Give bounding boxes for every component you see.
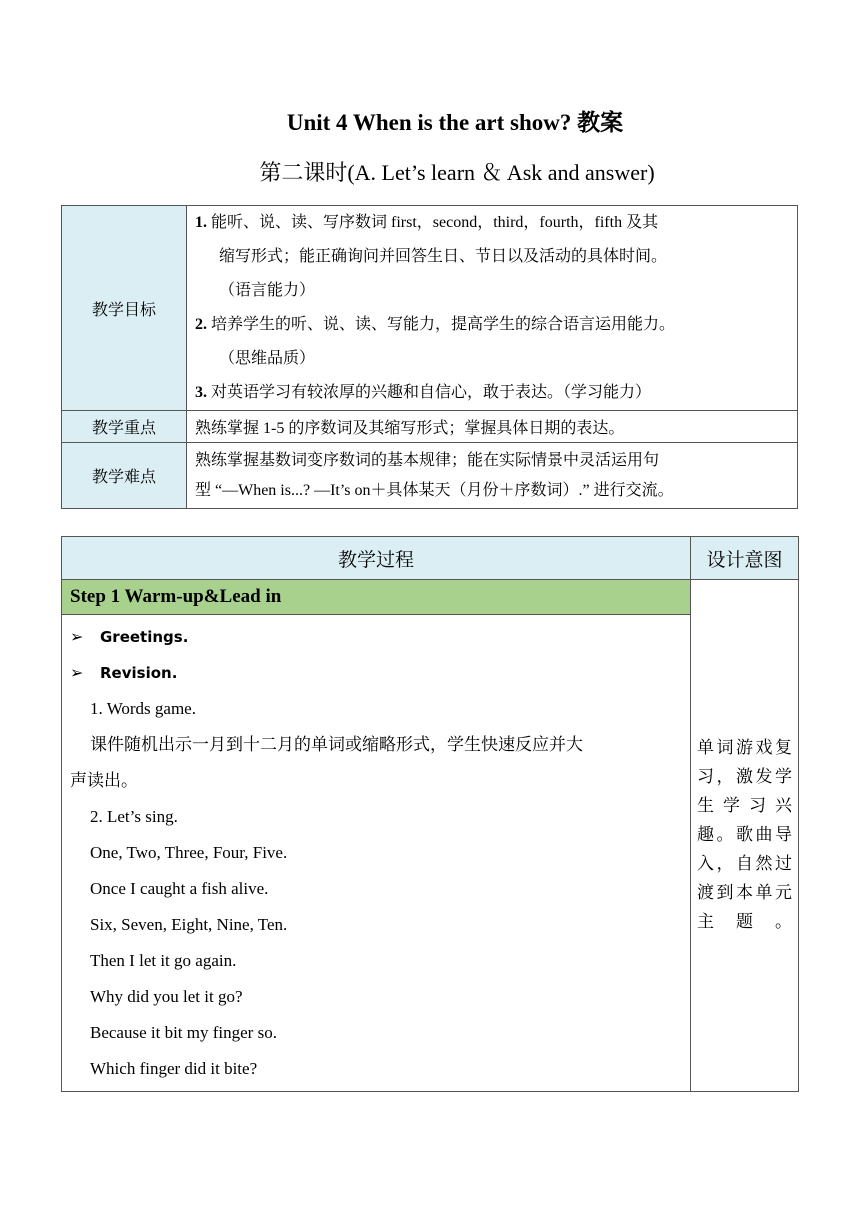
page-title: Unit 4 When is the art show? 教案 <box>286 110 624 135</box>
process-header: 教学过程 <box>62 537 691 580</box>
difficulty-line: 型 “—When is...? —It’s on＋具体某天（月份＋序数词）.” 进行交流。 <box>195 481 674 499</box>
song-line: One, Two, Three, Four, Five. <box>90 843 288 862</box>
goals-content <box>187 206 798 411</box>
step1-content <box>62 615 691 1092</box>
song-line: Then I let it go again. <box>90 951 237 970</box>
key-points-row <box>62 411 798 443</box>
process-line: 2. Let’s sing. <box>90 807 178 826</box>
goal-text-cont: 缩写形式；能正确询问并回答生日、节日以及活动的具体时间。 <box>219 248 668 265</box>
objectives-table <box>61 205 798 509</box>
goal-number: 3. <box>195 384 207 401</box>
intent-header: 设计意图 <box>691 537 799 580</box>
step1-title-row <box>62 580 799 615</box>
difficulty-line: 熟练掌握基数词变序数词的基本规律；能在实际情景中灵活运用句 <box>195 451 660 469</box>
difficulty-label: 教学难点 <box>62 443 187 509</box>
difficulty-content <box>187 443 798 509</box>
goal-text: 对英语学习有较浓厚的兴趣和自信心，敢于表达。（学习能力） <box>211 384 652 401</box>
goal-item <box>195 308 791 376</box>
process-header-row <box>62 537 799 580</box>
process-line: 1. Words game. <box>90 699 196 718</box>
goal-text-cont: （思维品质） <box>219 350 316 367</box>
process-line: 声读出。 <box>70 771 138 790</box>
song-line: Because it bit my finger so. <box>90 1023 277 1042</box>
goal-number: 2. <box>195 316 207 333</box>
goal-item <box>195 376 791 410</box>
goal-item <box>195 206 791 308</box>
goal-number: 1. <box>195 214 207 231</box>
song-line: Six, Seven, Eight, Nine, Ten. <box>90 915 288 934</box>
step1-content-row <box>62 615 799 1092</box>
arrow-bullet-icon: ➢ <box>70 627 84 646</box>
goal-text: 能听、说、读、写序数词 first，second，third，fourth，fifth 及其 <box>211 214 659 231</box>
goal-text: 培养学生的听、说、读、写能力，提高学生的综合语言运用能力。 <box>211 316 676 333</box>
bullet-text: Revision. <box>100 664 178 682</box>
bullet-item <box>70 619 682 655</box>
bullet-item <box>70 655 682 691</box>
song-line: Why did you let it go? <box>90 987 243 1006</box>
design-intent: 单词游戏复习，激发学生学习兴趣。歌曲导入，自然过渡到本单元主题。 <box>691 580 799 1092</box>
goals-row <box>62 206 798 411</box>
song-line: Once I caught a fish alive. <box>90 879 269 898</box>
goal-text-cont: （语言能力） <box>219 282 316 299</box>
bullet-text: Greetings. <box>100 628 189 646</box>
step1-title: Step 1 Warm-up&Lead in <box>62 580 691 615</box>
key-points-text: 熟练掌握 1-5 的序数词及其缩写形式；掌握具体日期的表达。 <box>187 411 798 443</box>
difficulty-row <box>62 443 798 509</box>
arrow-bullet-icon: ➢ <box>70 663 84 682</box>
song-line: Which finger did it bite? <box>90 1059 258 1078</box>
process-table <box>61 536 799 1092</box>
goals-label: 教学目标 <box>62 206 187 411</box>
page-subtitle: 第二课时(A. Let’s learn ＆ Ask and answer) <box>259 160 655 185</box>
key-points-label: 教学重点 <box>62 411 187 443</box>
process-line: 课件随机出示一月到十二月的单词或缩略形式，学生快速反应并大 <box>90 735 583 754</box>
